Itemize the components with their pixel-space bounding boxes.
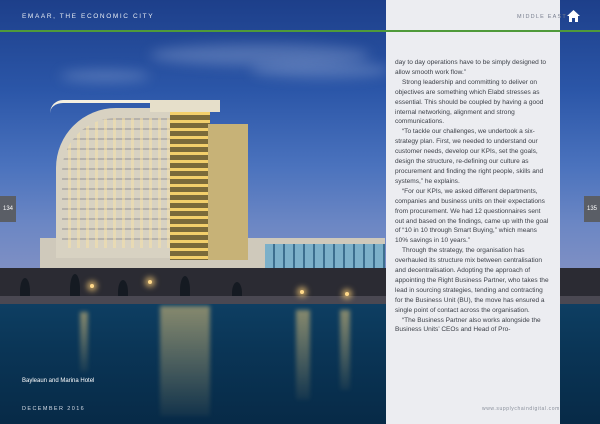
header-rule [0, 30, 600, 32]
article-paragraph: “The Business Partner also works alongside the Business Units’ CEOs and Head of Pro- [395, 316, 541, 334]
photo-reflection [340, 310, 350, 390]
photo-glass-facade [265, 244, 385, 270]
article-paragraph: day to day operations have to be simply designed to allow smooth work flow.” [395, 59, 547, 76]
photo-reflection [160, 306, 210, 416]
photo-tower-side [208, 124, 248, 260]
photo-cloud [60, 70, 150, 82]
article-paragraph: Strong leadership and committing to deliver on objectives are something which Elabd stresses as essential. This should be coupled by having a good internal networking, alignment and strong communications. [395, 78, 544, 126]
photo-lamp [90, 284, 94, 288]
issue-date: DECEMBER 2016 [22, 406, 86, 412]
photo-reflection [296, 310, 310, 400]
website-link[interactable]: www.supplychaindigital.com [482, 406, 560, 412]
photo-lamp [300, 290, 304, 294]
photo-reflection [80, 312, 88, 372]
article-paragraph: “To tackle our challenges, we undertook a six-strategy plan. First, we needed to understand our customer needs, develop our KPIs, set the goals, design the structure, re-defining our culture as procurement and finding the right people, skills and systems,” he explains. [395, 128, 544, 185]
article-paragraph: “For our KPIs, we asked different departments, companies and business units on their expectations from procurement. We had 12 questionnaires sent out and based on the findings, came up with the goal of “10 in 10 through Smart Buying,” which means 10% savings in 10 years.” [395, 187, 549, 245]
article-paragraph: Through the strategy, the organisation has overhauled its structure mix between centralisation and decentralisation. Adopting the approach of appointing the Right Business Partner, who takes the lead in sourcing strategies, tending and contracting for the Business Unit (BU), the move has ensured a single point of contact across the organisation. [395, 247, 549, 314]
photo-lamp [148, 280, 152, 284]
photo-tower-top [150, 100, 220, 112]
page-number-left[interactable]: 134 [0, 196, 16, 222]
page-number-right[interactable]: 135 [584, 196, 600, 222]
section-label: MIDDLE EAST [517, 14, 567, 20]
publication-title: EMAAR, THE ECONOMIC CITY [22, 13, 155, 20]
home-icon[interactable] [566, 9, 581, 23]
photo-lamp [345, 292, 349, 296]
photo-cloud [250, 62, 390, 78]
photo-tower-glass [170, 112, 210, 260]
photo-caption: Bayleaun and Marina Hotel [22, 378, 95, 384]
article-body [395, 58, 551, 335]
